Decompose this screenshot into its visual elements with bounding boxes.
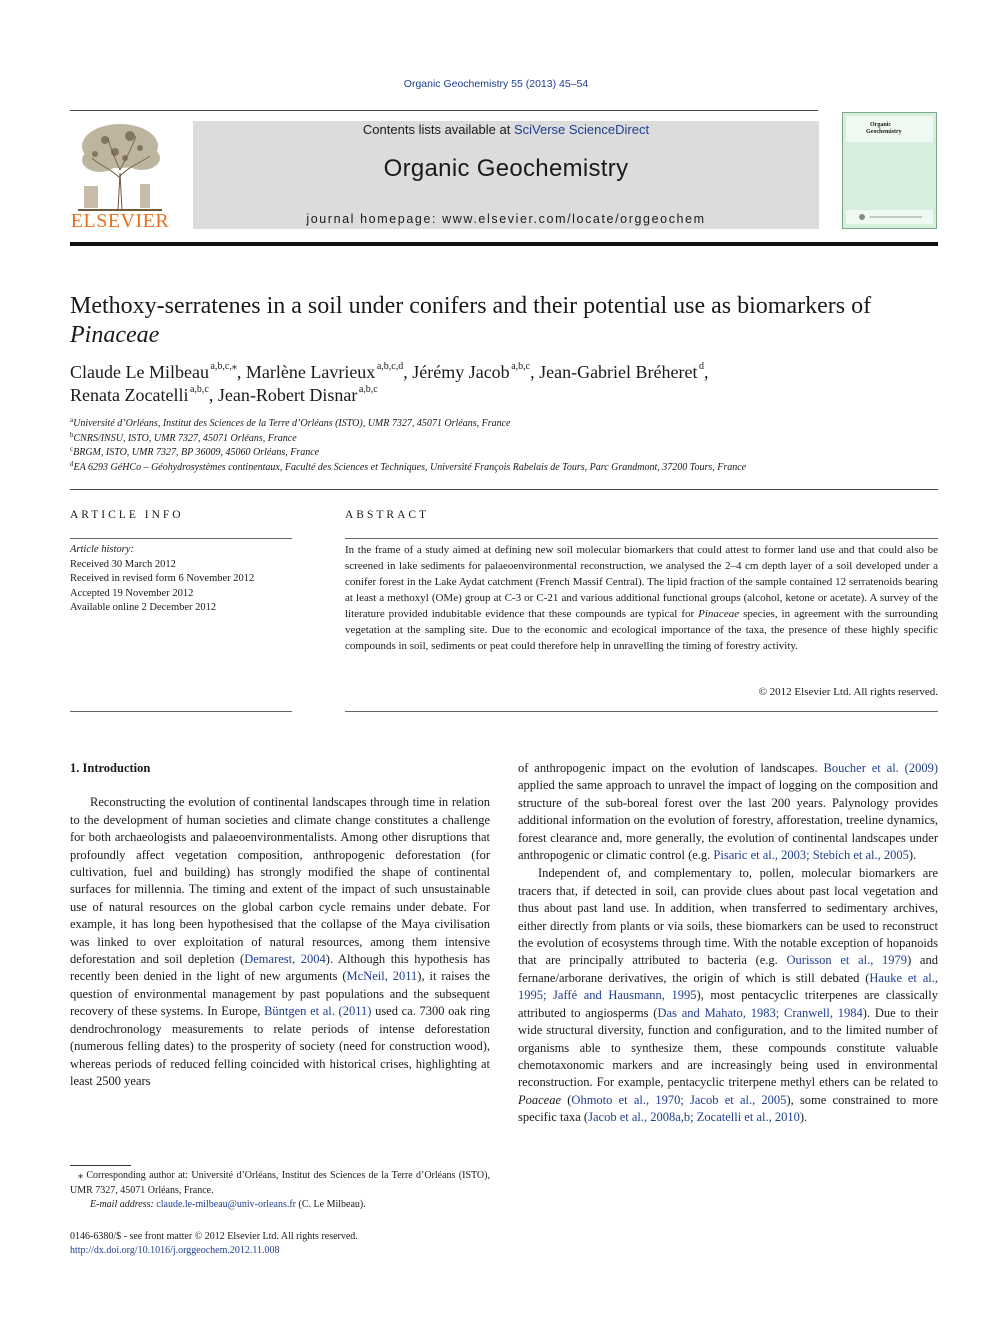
issn-line: 0146-6380/$ - see front matter © 2012 Elsevier Ltd. All rights reserved. xyxy=(70,1231,358,1242)
article-history xyxy=(70,543,310,616)
author-affiliation-marks: a,b,c,⁎ xyxy=(210,361,237,372)
citation-link[interactable]: Demarest, 2004 xyxy=(244,952,326,967)
body-paragraph: Independent of, and complementary to, pollen, molecular biomarkers are tracers that, if detected in soil, can provide clues about past local vegetation and thus about past land use. In addition, when transferred to sedimentary archives, either directly from plants or via soils, these biomarkers can be used to reconstruct the evolution of ecosystems through time. With the notable exception of hopanoids that are principally attributed to bacteria (e.g. Ourisson et al., 1979) and fernane/arborane derivatives, the origin of which is still debated (Hauke et al., 1995; Jaffé and Hausmann, 1995), most pentacyclic triterpenes are classically attributed to angiosperms (Das and Mahato, 1983; Cranwell, 1984). Due to their wide structural diversity, function and configuration, and to the limited number of organisms able to synthesize them, these compounds constitute valuable chemotaxonomic markers and are increasingly being used in environmental reconstruction. For example, pentacyclic triterpene methyl ethers can be related to Poaceae (Ohmoto et al., 1970; Jacob et al., 2005), some constrained to more specific taxa (Jacob et al., 2008a,b; Zocatelli et al., 2010). xyxy=(518,866,939,1125)
affiliation-item: $^c$BRGM, ISTO, UMR 7327, BP 36009, 45060 Orléans, France xyxy=(70,445,320,458)
journal-cover-image xyxy=(842,112,937,229)
article-title xyxy=(70,292,940,350)
history-revised: Received in revised form 6 November 2012 xyxy=(70,573,255,584)
article-info-heading: ARTICLE INFO xyxy=(70,509,184,521)
citation-link[interactable]: Hauke et al., 1995; Jaffé and Hausmann, 1995 xyxy=(518,970,939,1003)
abstract-divider xyxy=(345,538,938,539)
body-column-left xyxy=(70,760,490,1090)
footnote-divider xyxy=(70,1165,131,1166)
email-label: E-mail address: xyxy=(90,1199,154,1210)
cover-title-line2: Geochemistry xyxy=(866,129,902,135)
affiliation-item: $^a$Université d’Orléans, Institut des Sciences de la Terre d’Orléans (ISTO), UMR 7327, 45071 Orléans, France xyxy=(70,416,511,429)
footnote-star: ⁎ xyxy=(78,1170,83,1181)
citation-link[interactable]: Jacob et al., 2008a,b; Zocatelli et al., 2010 xyxy=(588,1110,800,1125)
section-heading-introduction: 1. Introduction xyxy=(70,761,151,775)
author-name[interactable]: Jérémy Jacob xyxy=(412,362,510,382)
body-paragraph: Reconstructing the evolution of continental landscapes through time in relation to the development of human societies and climate change constitutes a challenge for both archaeologists and palaeoenvironmentalists. Among other disruptions that profoundly affect vegetation composition, anthropogenic deforestation (for cultivation, fuel and building) has strongly modified the shape of continental surfaces for millennia. The timing and extent of the impact of such unsustainable use of natural resources on the global carbon cycle remains under debate. For example, it has long been hypothesised that the collapse of the Maya civilisation was linked to over exploitation of natural resources, among them intensive deforestation and soil depletion (Demarest, 2004). Although this hypothesis has recently been denied in the light of new arguments (McNeil, 2011), it raises the question of environmental management by past populations and the subsequent recovery of these systems. In Europe, Büntgen et al. (2011) used ca. 7300 oak ring dendrochronology measurements to relate periods of intense deforestation (numerous felling dates) to the prosperity of society (need for construction wood), whereas periods of reduced felling coincided with historical crises, highlighting at least 2500 years xyxy=(70,795,490,1088)
author-affiliation-marks: a,b,c xyxy=(358,384,378,395)
article-info-divider xyxy=(70,538,292,539)
article-info-bottom-divider xyxy=(70,711,292,712)
contents-prefix: Contents lists available at xyxy=(362,122,514,137)
history-online: Available online 2 December 2012 xyxy=(70,602,217,613)
header-thick-divider xyxy=(70,242,938,246)
abstract-text: In the frame of a study aimed at defining new soil molecular biomarkers that could attest to former land use and that could also be screened in lake sediments for palaeoenvironmental reconstruction, we analysed the 2–4 cm depth layer of a soil developed under a conifer forest in the Lake Aydat catchment (French Massif Central). The lipid fraction of the sample contained 12 serratenoids bearing at least a methoxyl (OMe) group at C-3 or C-21 and various additional functional groups (alcohol, ketone or acetate). A survey of the literature provided indubitable evidence that these compounds are typical for Pinaceae species, in agreement with the surrounding vegetation at the sampling site. Due to the economic and ecological importance of the taxa, the presence of these highly specific compounds in soil, sediments or peat could therefore help in unravelling the timing of forestry activity. xyxy=(345,544,938,652)
affiliation-item: $^d$EA 6293 GéHCo – Géohydrosystèmes continentaux, Faculté des Sciences et Techniques, Université François Rabelais de Tours, Parc Grandmont, 37200 Tours, France xyxy=(70,459,747,473)
citation-link[interactable]: Pisaric et al., 2003; Stebich et al., 2005 xyxy=(713,848,909,863)
elsevier-wordmark: ELSEVIER xyxy=(70,210,170,232)
journal-title: Organic Geochemistry xyxy=(383,155,629,182)
citation-link[interactable]: McNeil, 2011 xyxy=(346,969,418,984)
affiliation-list xyxy=(70,417,940,475)
affiliation-item: $^b$CNRS/INSU, ISTO, UMR 7327, 45071 Orléans, France xyxy=(70,430,297,444)
author-affiliation-marks: a,b,c xyxy=(189,384,209,395)
abstract-bottom-divider xyxy=(345,711,938,712)
history-label: Article history: xyxy=(70,544,134,555)
author-name[interactable]: Marlène Lavrieux xyxy=(245,362,376,382)
citation-link[interactable]: Das and Mahato, 1983; Cranwell, 1984 xyxy=(657,1005,863,1020)
author-affiliation-marks: a,b,c,d xyxy=(376,361,404,372)
doi-link[interactable]: http://dx.doi.org/10.1016/j.orggeochem.2012.11.008 xyxy=(70,1245,280,1256)
author-name[interactable]: Renata Zocatelli xyxy=(70,385,189,405)
issn-block xyxy=(70,1230,358,1258)
corresponding-author-star[interactable]: ⁎ xyxy=(231,361,237,372)
author-affiliation-marks: d xyxy=(699,361,705,372)
citation-link[interactable]: Ohmoto et al., 1970; Jacob et al., 2005 xyxy=(571,1092,787,1107)
top-divider xyxy=(70,110,818,111)
body-column-right xyxy=(518,760,938,1127)
body-paragraph: of anthropogenic impact on the evolution of landscapes. Boucher et al. (2009) applied the same approach to unravel the impact of logging on the composition and structure of the sub-boreal forest over the last 200 years. Palynology provides additional information on the evolution of forestry, afforestation, treeline dynamics, forest clearance and, more generally, the evolution of continental landscapes under anthropogenic or climatic control (e.g. Pisaric et al., 2003; Stebich et al., 2005). xyxy=(518,761,938,863)
sciencedirect-link[interactable]: SciVerse ScienceDirect xyxy=(513,122,650,137)
contents-availability xyxy=(193,122,819,137)
abstract-heading: ABSTRACT xyxy=(345,509,430,521)
citation-link[interactable]: Ourisson et al., 1979 xyxy=(786,953,908,968)
journal-cover-thumbnail[interactable] xyxy=(842,112,937,229)
history-received: Received 30 March 2012 xyxy=(70,558,176,570)
author-name[interactable]: Claude Le Milbeau xyxy=(70,362,209,382)
copyright-notice: © 2012 Elsevier Ltd. All rights reserved. xyxy=(758,686,938,698)
elsevier-logo[interactable] xyxy=(70,118,170,230)
email-link[interactable]: claude.le-milbeau@univ-orleans.fr xyxy=(156,1199,297,1210)
citation-link[interactable]: Boucher et al. (2009) xyxy=(823,761,938,775)
article-title-taxon: Pinaceae xyxy=(70,322,160,348)
article-title-main: Methoxy-serratenes in a soil under conifers and their potential use as biomarkers of xyxy=(70,293,872,319)
author-list: Claude Le Milbeau $^{a,b,c,⁎}$, Marlène Lavrieux $^{a,b,c,d}$, Jérémy Jacob $^{a,b,c}$, Jean-Gabriel Bréheret $^d$, Renata Zocatelli $^{a,b,c}$, Jean-Robert Disnar $^{a,b,c}$ xyxy=(70,361,709,405)
journal-homepage[interactable]: journal homepage: www.elsevier.com/locate/orggeochem xyxy=(306,212,706,226)
cover-title-line1: Organic xyxy=(870,122,891,128)
author-name[interactable]: Jean-Robert Disnar xyxy=(217,385,358,405)
corresponding-author-footnote: ⁎ Corresponding author at: Université d’Orléans, Institut des Sciences de la Terre d’Orléans (ISTO), UMR 7327, 45071 Orléans, France. E-mail address: claude.le-milbeau@univ-orleans.fr (C. Le Milbeau). xyxy=(70,1170,490,1210)
author-affiliation-marks: a,b,c xyxy=(511,361,531,372)
citation-link[interactable]: Büntgen et al. (2011) xyxy=(264,1004,372,1019)
author-name[interactable]: Jean-Gabriel Bréheret xyxy=(539,362,698,382)
journal-citation[interactable]: Organic Geochemistry 55 (2013) 45–54 xyxy=(403,78,589,90)
history-accepted: Accepted 19 November 2012 xyxy=(70,587,194,599)
affiliation-divider xyxy=(70,489,938,490)
